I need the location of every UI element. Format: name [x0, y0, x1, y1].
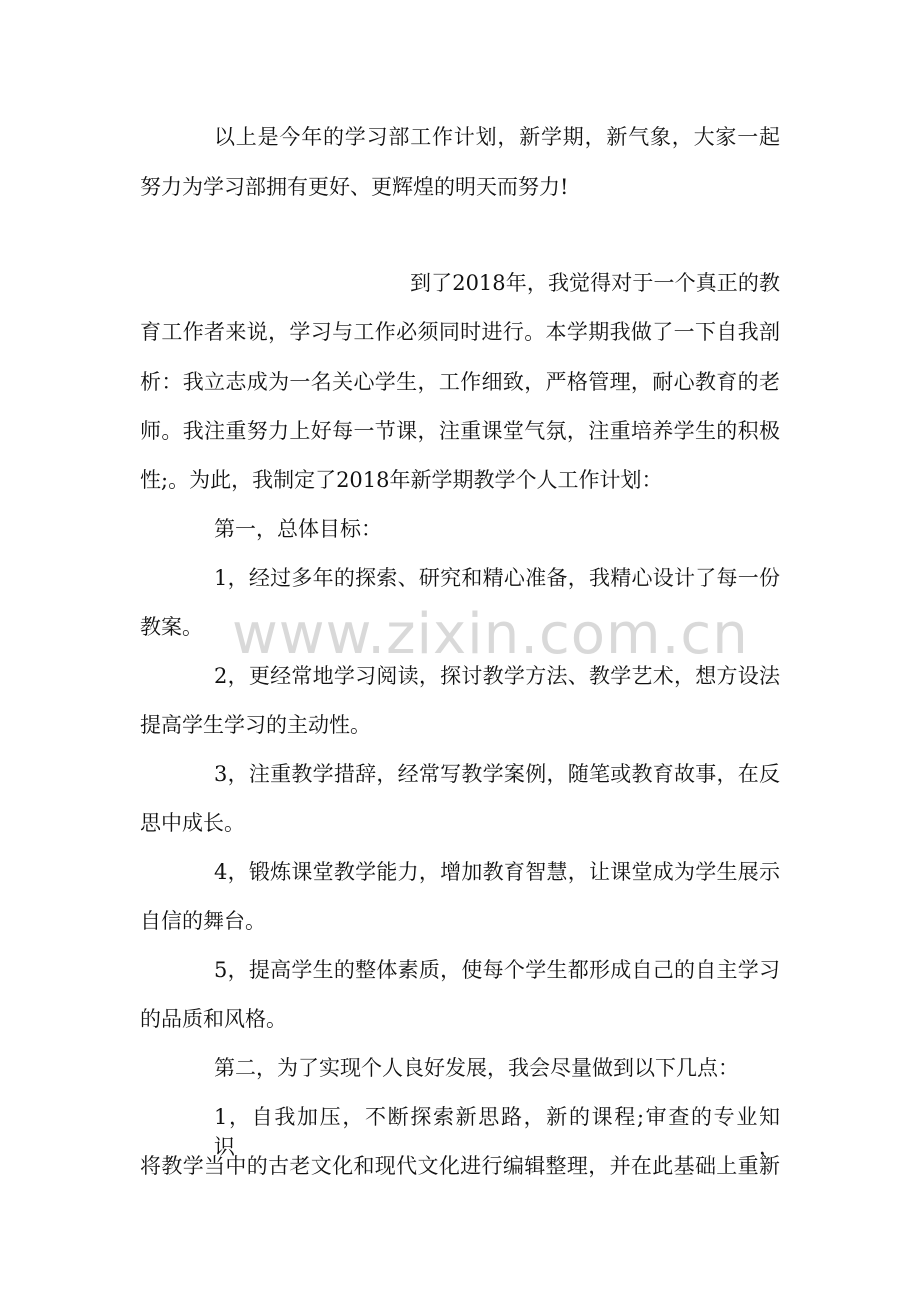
goal-5-line-1: 5，提高学生的整体素质，使每个学生都形成自己的自主学习 — [214, 958, 780, 982]
goal-3-line-1: 3，注重教学措辞，经常写教学案例，随笔或教育故事，在反 — [214, 762, 780, 786]
intro-line-3: 析：我立志成为一名关心学生，工作细致，严格管理，耐心教育的老 — [140, 370, 780, 394]
closing-paragraph-line-1: 以上是今年的学习部工作计划，新学期，新气象，大家一起 — [214, 125, 780, 149]
closing-paragraph-line-2: 努力为学习部拥有更好、更辉煌的明天而努力! — [140, 175, 569, 199]
goal-2-line-2: 提高学生学习的主动性。 — [140, 713, 371, 737]
watermark: www.zixin.com.cn — [232, 602, 749, 667]
point-1-line-1: 1，自我加压，不断探索新思路，新的课程;审查的专业知识， — [214, 1105, 780, 1159]
goal-1-line-2: 教案。 — [140, 615, 203, 639]
intro-line-1: 到了2018年，我觉得对于一个真正的教 — [410, 271, 780, 295]
intro-line-5: 性;。为此，我制定了2018年新学期教学个人工作计划： — [140, 468, 663, 492]
heading-overall-goal: 第一，总体目标： — [214, 517, 382, 541]
goal-1-line-1: 1，经过多年的探索、研究和精心准备，我精心设计了每一份 — [214, 566, 780, 590]
goal-4-line-1: 4，锻炼课堂教学能力，增加教育智慧，让课堂成为学生展示 — [214, 860, 780, 884]
point-1-line-2: 将教学当中的古老文化和现代文化进行编辑整理，并在此基础上重新 — [140, 1154, 780, 1178]
heading-personal-development: 第二，为了实现个人良好发展，我会尽量做到以下几点： — [214, 1056, 739, 1080]
goal-2-line-1: 2，更经常地学习阅读，探讨教学方法、教学艺术，想方设法 — [214, 664, 780, 688]
intro-line-2: 育工作者来说，学习与工作必须同时进行。本学期我做了一下自我剖 — [140, 320, 780, 344]
goal-3-line-2: 思中成长。 — [140, 811, 245, 835]
goal-5-line-2: 的品质和风格。 — [140, 1007, 287, 1031]
goal-4-line-2: 自信的舞台。 — [140, 909, 266, 933]
intro-line-4: 师。我注重努力上好每一节课，注重课堂气氛，注重培养学生的积极 — [140, 419, 780, 443]
